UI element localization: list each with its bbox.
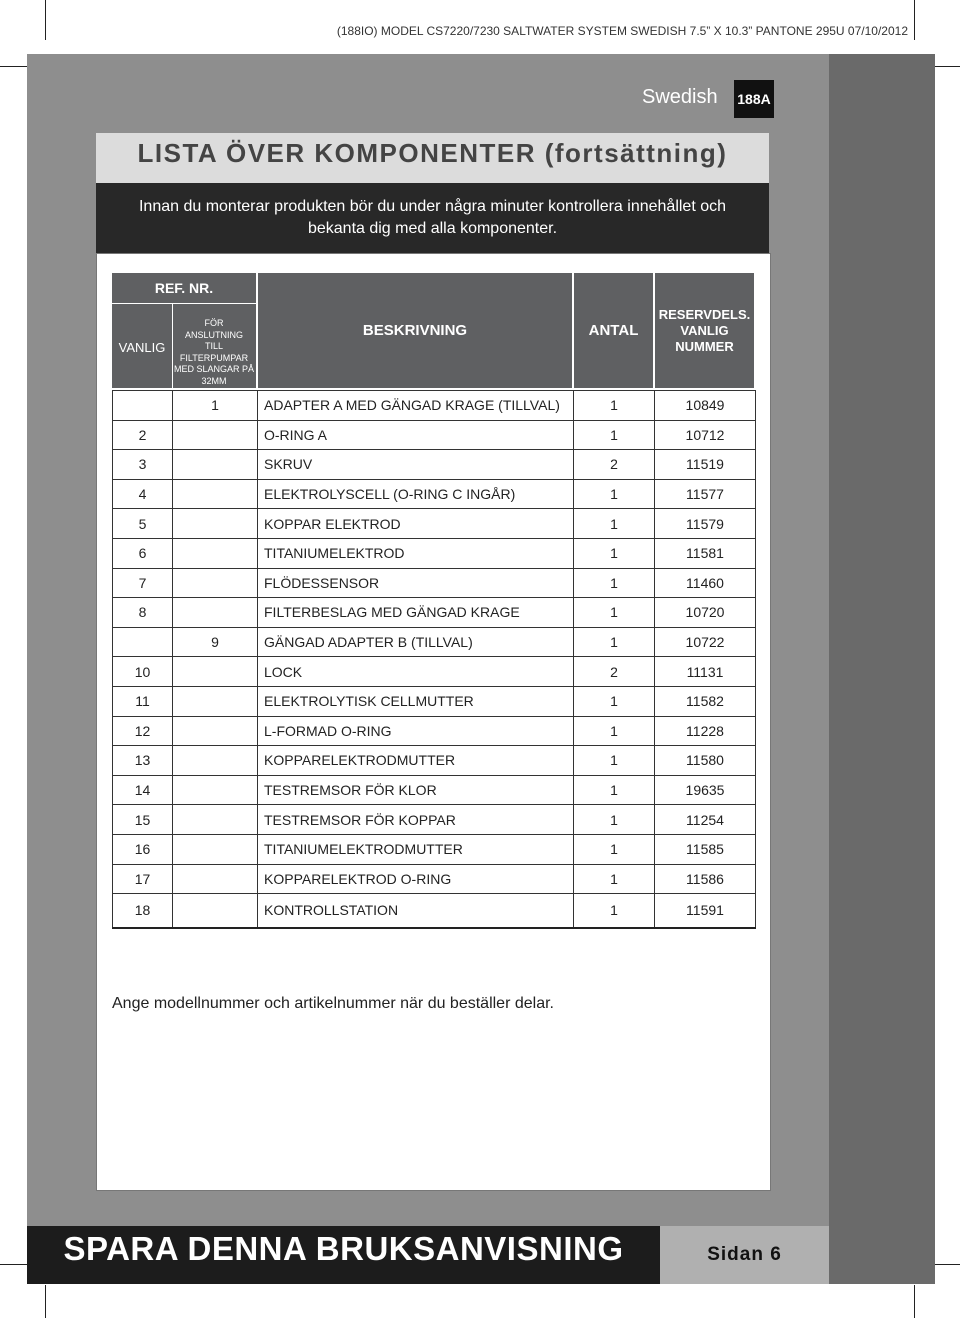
cell-vanlig: [113, 627, 173, 657]
header-beskrivning: BESKRIVNING: [258, 273, 572, 388]
header-filter-line: TILL FILTERPUMPAR: [179, 341, 249, 363]
cell-description: ADAPTER A MED GÄNGAD KRAGE (TILLVAL): [258, 391, 574, 421]
table-row: [113, 864, 756, 894]
cell-filter: [173, 834, 258, 864]
cell-quantity: 1: [574, 598, 655, 628]
table-row: [113, 775, 756, 805]
cell-filter: [173, 538, 258, 568]
cell-vanlig: 14: [113, 775, 173, 805]
table-row: [113, 598, 756, 628]
intro-text: [96, 196, 769, 240]
cell-description: TESTREMSOR FÖR KOPPAR: [258, 805, 574, 835]
table-row: [113, 420, 756, 450]
cell-filter: [173, 479, 258, 509]
header-ref-nr-label: REF. NR.: [154, 280, 214, 296]
cell-filter: [173, 864, 258, 894]
cell-part-number: 11585: [655, 834, 756, 864]
crop-mark: [914, 0, 915, 40]
cell-filter: [173, 420, 258, 450]
language-label: Swedish: [642, 86, 718, 108]
table-row: [113, 894, 756, 928]
cell-description: KOPPAR ELEKTROD: [258, 509, 574, 539]
cell-description: TITANIUMELEKTRODMUTTER: [258, 834, 574, 864]
parts-table: [112, 390, 756, 929]
page-number: [660, 1226, 829, 1284]
cell-vanlig: 5: [113, 509, 173, 539]
cell-description: KOPPARELEKTRODMUTTER: [258, 746, 574, 776]
cell-quantity: 1: [574, 538, 655, 568]
cell-description: KOPPARELEKTROD O-RING: [258, 864, 574, 894]
cell-quantity: 2: [574, 657, 655, 687]
header-filter-line: 32MM: [201, 375, 227, 386]
cell-part-number: 10849: [655, 391, 756, 421]
cell-vanlig: 11: [113, 686, 173, 716]
page-title: LISTA ÖVER KOMPONENTER (fortsättning): [137, 138, 728, 168]
cell-description: KONTROLLSTATION: [258, 894, 574, 928]
header-filter-line: ANSLUTNING: [184, 329, 243, 340]
crop-mark: [45, 1285, 46, 1318]
cell-filter: [173, 598, 258, 628]
intro-line: bekanta dig med alla komponenter.: [307, 220, 558, 237]
cell-quantity: 1: [574, 686, 655, 716]
cell-part-number: 11579: [655, 509, 756, 539]
cell-vanlig: 13: [113, 746, 173, 776]
cell-quantity: 1: [574, 805, 655, 835]
table-row: [113, 627, 756, 657]
cell-filter: 1: [173, 391, 258, 421]
table-row: [113, 746, 756, 776]
cell-description: ELEKTROLYTISK CELLMUTTER: [258, 686, 574, 716]
cell-filter: [173, 746, 258, 776]
table-row: [113, 657, 756, 687]
cell-vanlig: 6: [113, 538, 173, 568]
cell-quantity: 1: [574, 864, 655, 894]
cell-filter: [173, 657, 258, 687]
cell-vanlig: 15: [113, 805, 173, 835]
cell-filter: [173, 775, 258, 805]
crop-mark: [914, 1285, 915, 1318]
order-note: Ange modellnummer och artikelnummer när du beställer delar.: [112, 995, 554, 1012]
header-filter: [172, 318, 256, 387]
table-row: [113, 716, 756, 746]
cell-part-number: 11460: [655, 568, 756, 598]
cell-description: TESTREMSOR FÖR KLOR: [258, 775, 574, 805]
cell-description: TITANIUMELEKTROD: [258, 538, 574, 568]
cell-quantity: 1: [574, 716, 655, 746]
parts-table-body: [113, 391, 756, 928]
table-row: [113, 391, 756, 421]
header-filter-line: MED SLANGAR PÅ: [173, 364, 255, 374]
cell-vanlig: 4: [113, 479, 173, 509]
cell-vanlig: 3: [113, 450, 173, 480]
cell-part-number: 11586: [655, 864, 756, 894]
cell-part-number: 11131: [655, 657, 756, 687]
cell-description: LOCK: [258, 657, 574, 687]
cell-quantity: 1: [574, 894, 655, 928]
cell-vanlig: 16: [113, 834, 173, 864]
side-strip: [829, 54, 935, 1284]
cell-filter: [173, 894, 258, 928]
cell-description: FILTERBESLAG MED GÄNGAD KRAGE: [258, 598, 574, 628]
cell-quantity: 1: [574, 834, 655, 864]
cell-filter: [173, 509, 258, 539]
table-row: [113, 450, 756, 480]
table-row: [113, 834, 756, 864]
header-divider: [112, 303, 256, 304]
cell-filter: 9: [173, 627, 258, 657]
cell-part-number: 19635: [655, 775, 756, 805]
cell-part-number: 10720: [655, 598, 756, 628]
header-reservdels-line: RESERVDELS.: [658, 306, 751, 322]
footer-title: SPARA DENNA BRUKSANVISNING: [63, 1230, 624, 1267]
table-row: [113, 686, 756, 716]
print-info: (188IO) MODEL CS7220/7230 SALTWATER SYSTEM SWEDISH 7.5” X 10.3” PANTONE 295U 07/10/2012: [336, 24, 908, 38]
cell-vanlig: 7: [113, 568, 173, 598]
cell-part-number: 11228: [655, 716, 756, 746]
table-row: [113, 479, 756, 509]
cell-part-number: 11577: [655, 479, 756, 509]
cell-quantity: 1: [574, 420, 655, 450]
cell-quantity: 1: [574, 746, 655, 776]
header-reservdels: [655, 273, 754, 388]
cell-part-number: 11581: [655, 538, 756, 568]
cell-vanlig: 10: [113, 657, 173, 687]
cell-vanlig: 2: [113, 420, 173, 450]
cell-description: SKRUV: [258, 450, 574, 480]
cell-part-number: 11591: [655, 894, 756, 928]
header-reservdels-line: VANLIG NUMMER: [675, 322, 734, 354]
cell-description: GÄNGAD ADAPTER B (TILLVAL): [258, 627, 574, 657]
cell-part-number: 11519: [655, 450, 756, 480]
cell-description: L-FORMAD O-RING: [258, 716, 574, 746]
cell-filter: [173, 568, 258, 598]
cell-vanlig: 8: [113, 598, 173, 628]
cell-filter: [173, 450, 258, 480]
cell-description: ELEKTROLYSCELL (O-RING C INGÅR): [258, 479, 574, 509]
cell-vanlig: 12: [113, 716, 173, 746]
table-row: [113, 805, 756, 835]
cell-quantity: 1: [574, 509, 655, 539]
cell-filter: [173, 805, 258, 835]
cell-description: O-RING A: [258, 420, 574, 450]
cell-quantity: 1: [574, 627, 655, 657]
cell-quantity: 1: [574, 391, 655, 421]
cell-part-number: 10712: [655, 420, 756, 450]
cell-description: FLÖDESSENSOR: [258, 568, 574, 598]
cell-filter: [173, 686, 258, 716]
cell-part-number: 11580: [655, 746, 756, 776]
page-number-label: Sidan 6: [707, 1244, 782, 1265]
cell-quantity: 1: [574, 568, 655, 598]
table-row: [113, 538, 756, 568]
header-filter-line: FÖR: [204, 318, 224, 328]
cell-filter: [173, 716, 258, 746]
table-row: [113, 509, 756, 539]
cell-vanlig: [113, 391, 173, 421]
cell-quantity: 2: [574, 450, 655, 480]
cell-part-number: 11254: [655, 805, 756, 835]
cell-vanlig: 17: [113, 864, 173, 894]
crop-mark: [45, 0, 46, 40]
page-code-badge: 188A: [734, 80, 774, 118]
header-antal: ANTAL: [574, 273, 653, 388]
cell-part-number: 10722: [655, 627, 756, 657]
cell-part-number: 11582: [655, 686, 756, 716]
table-row: [113, 568, 756, 598]
cell-vanlig: 18: [113, 894, 173, 928]
header-vanlig: VANLIG: [118, 340, 166, 355]
intro-line: Innan du monterar produkten bör du under några minuter kontrollera innehållet och: [138, 198, 727, 215]
cell-quantity: 1: [574, 775, 655, 805]
cell-quantity: 1: [574, 479, 655, 509]
